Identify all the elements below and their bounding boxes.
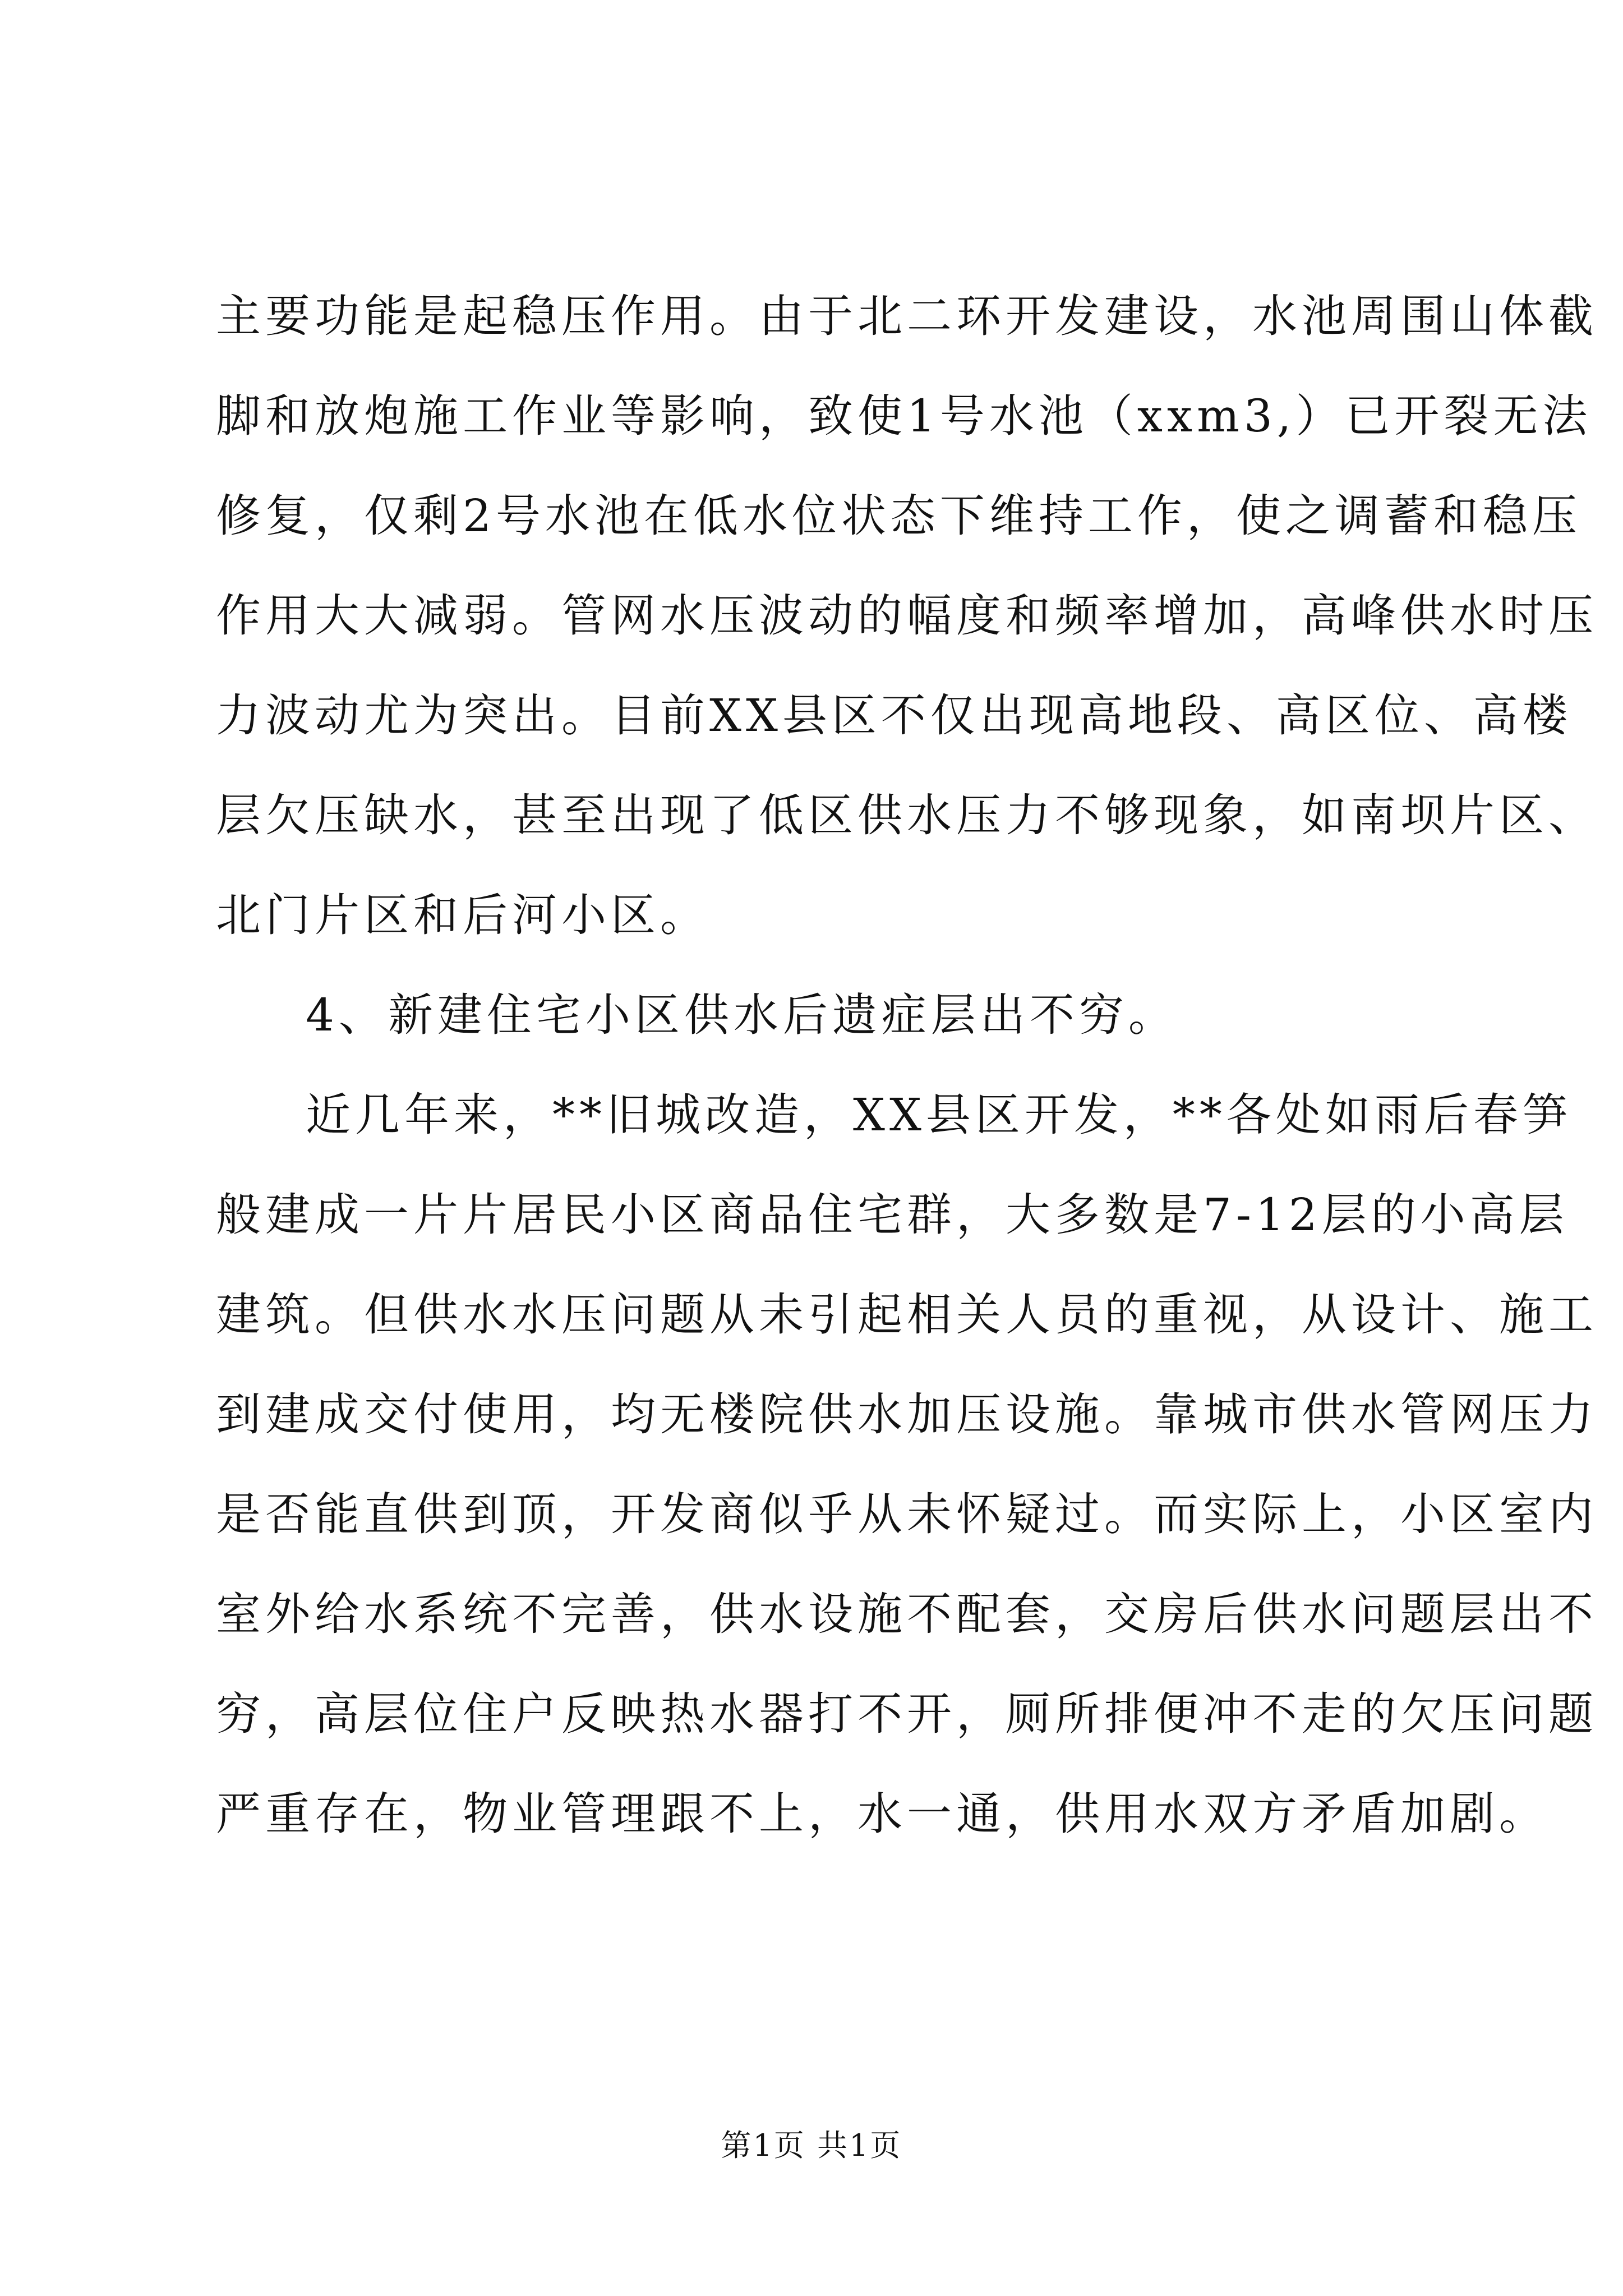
page-footer — [0, 2126, 1623, 2165]
text-line-2: 脚和放炮施工作业等影响，致使1号水池（xxm3,）已开裂无法 — [216, 390, 1592, 442]
text-line-12: 到建成交付使用，均无楼院供水加压设施。靠城市供水管网压力 — [216, 1388, 1598, 1441]
text-line-9: 近几年来，**旧城改造，XX县区开发，**各处如雨后春笋 — [306, 1089, 1572, 1141]
page-number-label: 第1页 共1页 — [721, 2128, 902, 2163]
text-line-10: 般建成一片片居民小区商品住宅群，大多数是7-12层的小高层 — [216, 1189, 1569, 1241]
text-line-1: 主要功能是起稳压作用。由于北二环开发建设，水池周围山体截 — [216, 290, 1598, 342]
text-line-6: 层欠压缺水，甚至出现了低区供水压力不够现象，如南坝片区、 — [216, 789, 1598, 841]
text-line-7: 北门片区和后河小区。 — [216, 889, 709, 941]
text-line-5: 力波动尤为突出。目前XX县区不仅出现高地段、高区位、高楼 — [216, 689, 1572, 742]
text-line-15: 穷，高层位住户反映热水器打不开，厕所排便冲不走的欠压问题 — [216, 1688, 1598, 1740]
text-line-3: 修复，仅剩2号水池在低水位状态下维持工作，使之调蓄和稳压 — [216, 490, 1581, 542]
text-line-13: 是否能直供到顶，开发商似乎从未怀疑过。而实际上，小区室内 — [216, 1488, 1598, 1540]
text-line-14: 室外给水系统不完善，供水设施不配套，交房后供水问题层出不 — [216, 1588, 1598, 1640]
text-line-16: 严重存在，物业管理跟不上，水一通，供用水双方矛盾加剧。 — [216, 1788, 1548, 1840]
text-line-4: 作用大大减弱。管网水压波动的幅度和频率增加，高峰供水时压 — [216, 590, 1598, 642]
section-heading: 4、新建住宅小区供水后遗症层出不穷。 — [306, 989, 1178, 1041]
document-body — [216, 266, 1598, 1864]
text-line-11: 建筑。但供水水压问题从未引起相关人员的重视，从设计、施工 — [216, 1289, 1598, 1341]
